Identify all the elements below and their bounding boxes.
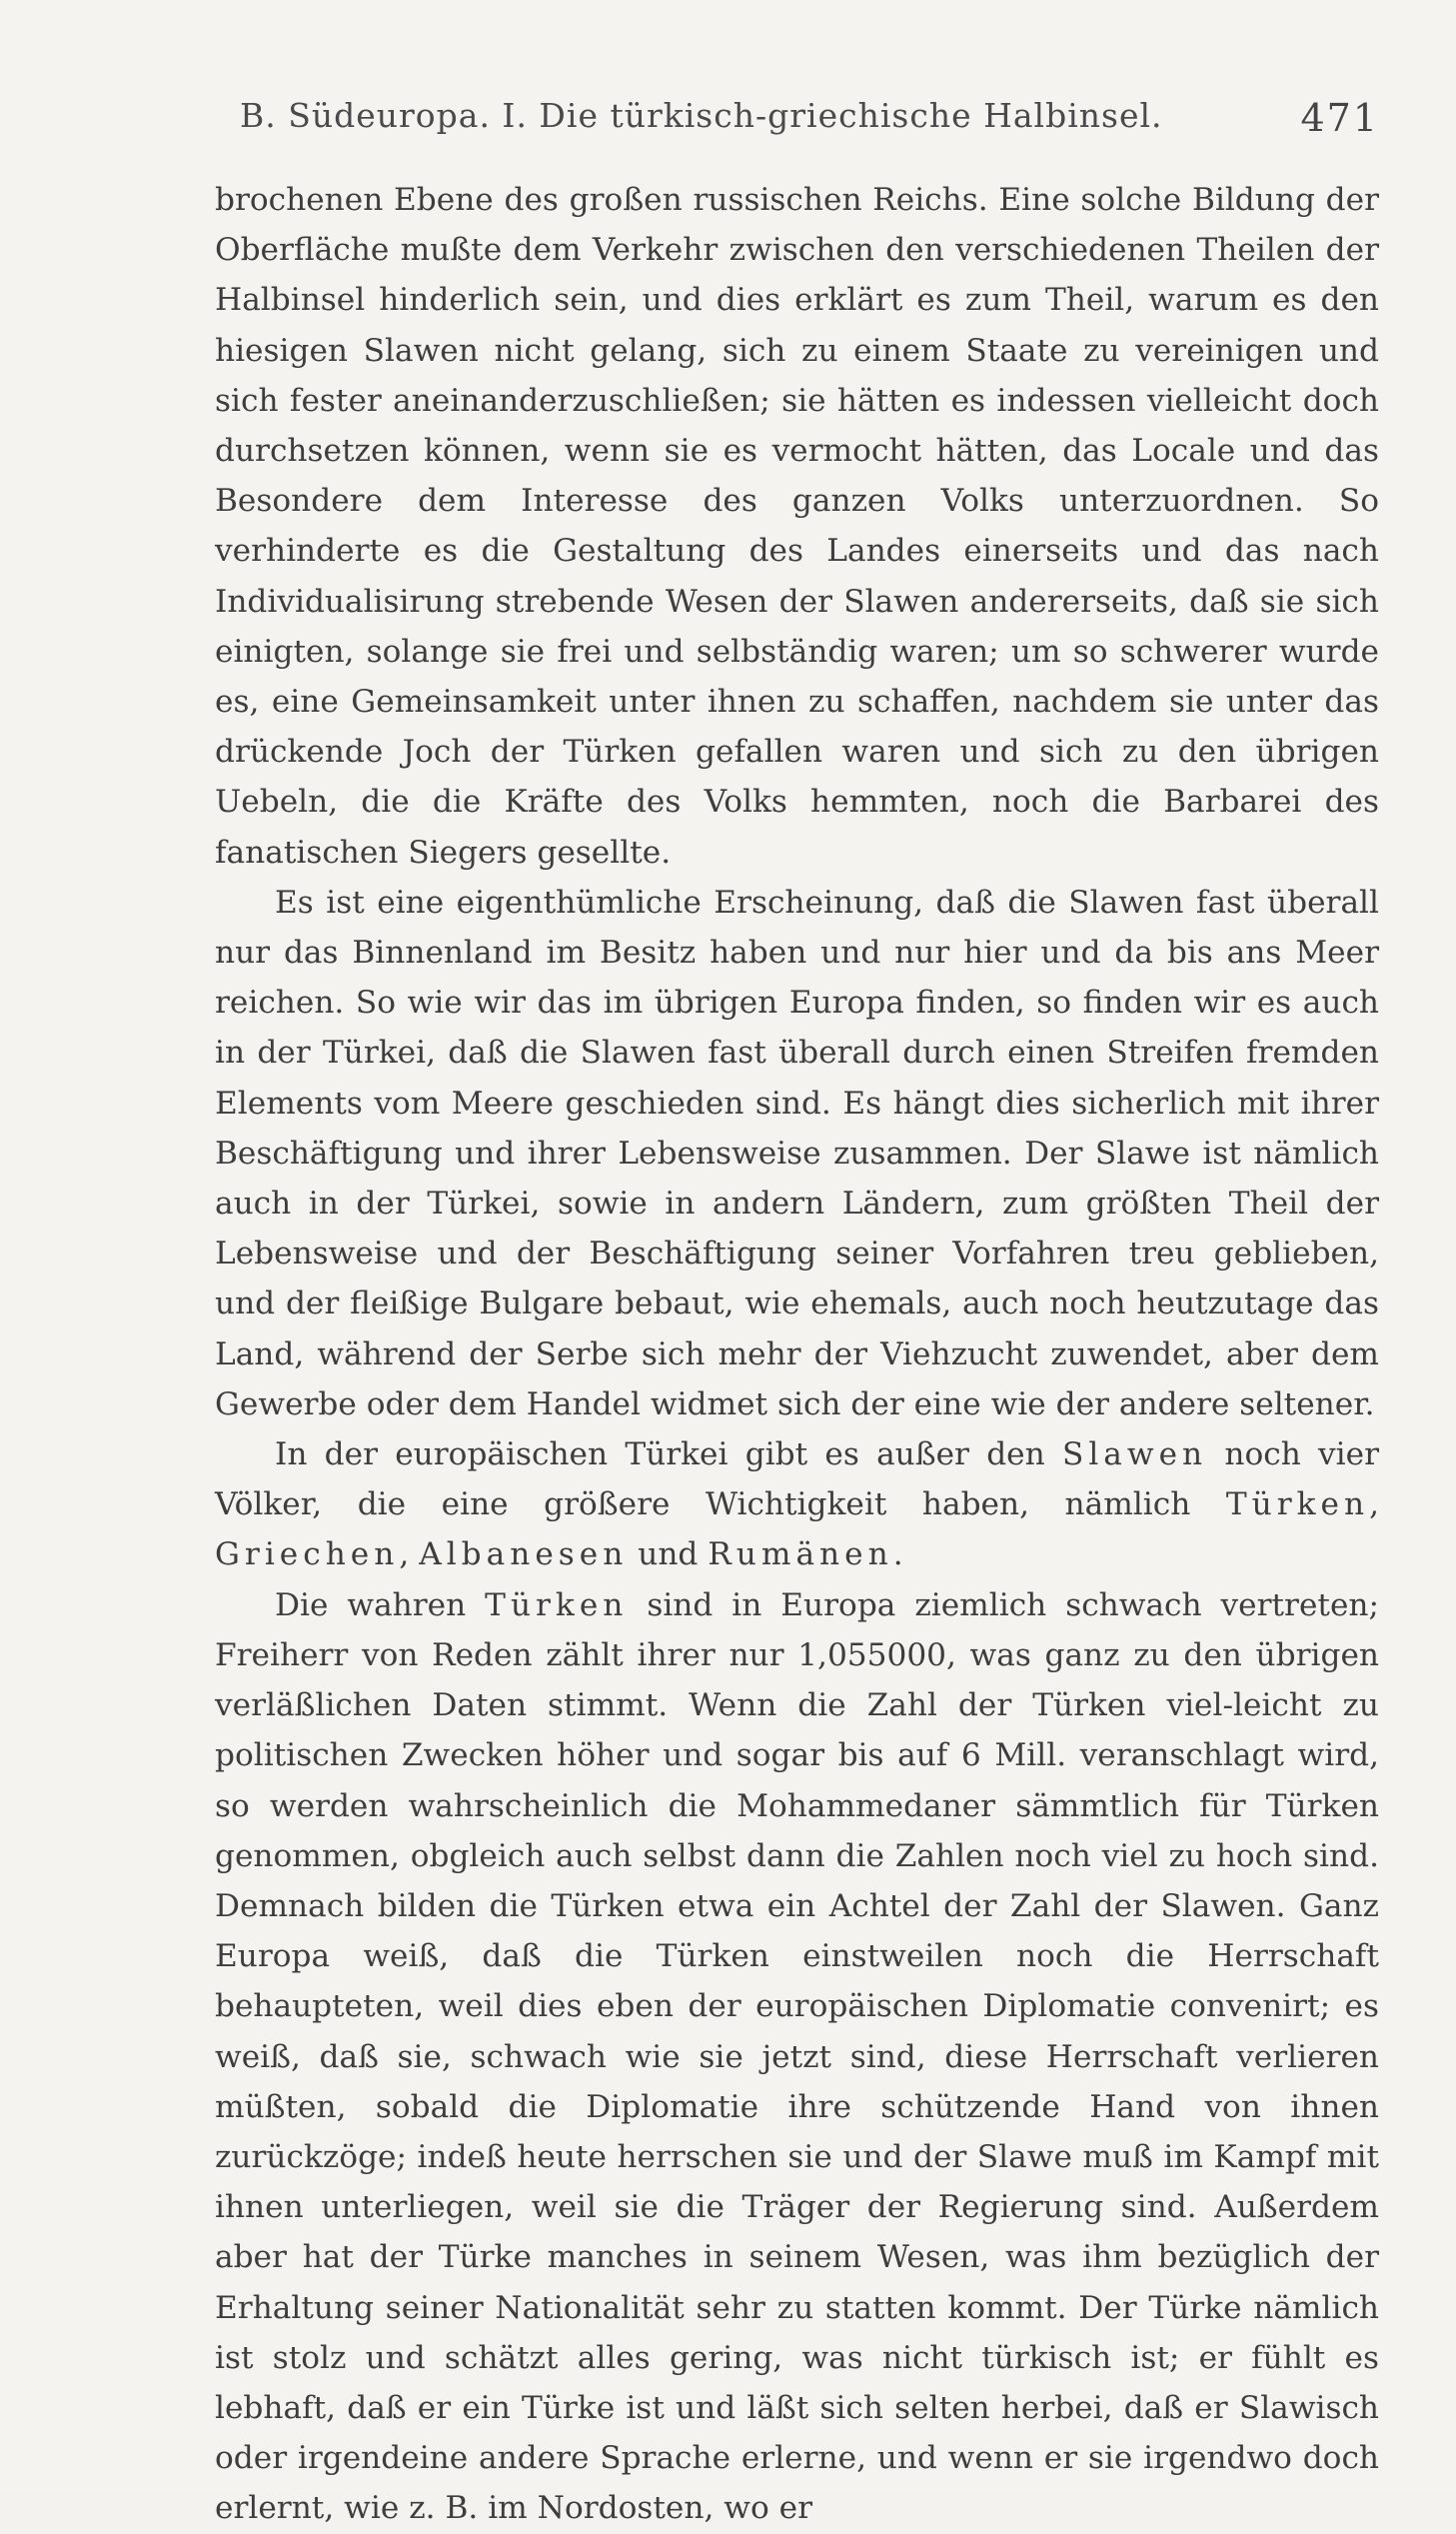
paragraph-4-text: sind in Europa ziemlich schwach vertreten; Freiherr von Reden zählt ihrer nur 1,055000, was ganz zu den übrigen verläßlichen Daten stimmt. Wenn die Zahl der Türken viel-leicht zu politischen Zwecken höher und sogar bis auf 6 Mill. veranschlagt wird, so werden wahrscheinlich die Mohammedaner sämmtlich für Türken genommen, obgleich auch selbst dann die Zahlen noch viel zu hoch sind. Demnach bilden die Türken etwa ein Achtel der Zahl der Slawen. Ganz Europa weiß, daß die Türken einstweilen noch die Herrschaft behaupteten, weil dies eben der europäischen Diplomatie convenirt; es weiß, daß sie, schwach wie sie jetzt sind, diese Herrschaft verlieren müßten, sobald die Diplomatie ihre schützende Hand von ihnen zurückzöge; indeß heute herrschen sie und der Slawe muß im Kampf mit ihnen unterliegen, weil sie die Träger der Regierung sind. Außerdem aber hat der Türke manches in seinem Wesen, was ihm bezüglich der Erhaltung seiner Nationalität sehr zu statten kommt. Der Türke nämlich ist stolz und schätzt alles gering, was nicht türkisch ist; er fühlt es lebhaft, daß er ein Türke ist und läßt sich selten herbei, daß er Slawisch oder irgendeine andere Sprache erlerne, und wenn er sie irgendwo doch erlernt, wie z. B. im Nordosten, wo er — [215, 1586, 1379, 2527]
emphasis-tuerken: Türken — [1225, 1486, 1370, 1523]
emphasis-slawen: Slawen — [1061, 1436, 1208, 1473]
paragraph-2: Es ist eine eigenthümliche Erscheinung, daß die Slawen fast überall nur das Binnenland im Besitz haben und nur hier und da bis ans Meer reichen. So wie wir das im übrigen Europa finden, so finden wir es auch in der Türkei, daß die Slawen fast überall durch einen Streifen fremden Elements vom Meere geschieden sind. Es hängt dies sicherlich mit ihrer Beschäftigung und ihrer Lebensweise zusammen. Der Slawe ist nämlich auch in der Türkei, sowie in andern Ländern, zum größten Theil der Lebensweise und der Beschäftigung seiner Vorfahren treu geblieben, und der fleißige Bulgare bebaut, wie ehemals, auch noch heutzutage das Land, während der Serbe sich mehr der Viehzucht zuwendet, aber dem Gewerbe oder dem Handel widmet sich der eine wie der andere seltener. — [215, 884, 1379, 1422]
emphasis-rumaenen: Rumänen — [708, 1536, 893, 1573]
paragraph-3 — [215, 1429, 1379, 1580]
paragraph-4 — [215, 1580, 1379, 2534]
punctuation: , — [1369, 1486, 1379, 1523]
page-header — [240, 96, 1379, 160]
paragraph-1: brochenen Ebene des großen russischen Reichs. Eine solche Bildung der Oberfläche mußte dem Verkehr zwischen den verschiedenen Theilen der Halbinsel hinderlich sein, und dies erklärt es zum Theil, warum es den hiesigen Slawen nicht gelang, sich zu einem Staate zu vereinigen und sich fester aneinanderzuschließen; sie hätten es indessen vielleicht doch durchsetzen können, wenn sie es vermocht hätten, das Locale und das Besondere dem Interesse des ganzen Volks unterzuordnen. So verhinderte es die Gestaltung des Landes einerseits und das nach Individualisirung strebende Wesen der Slawen andererseits, daß sie sich einigten, solange sie frei und selbständig waren; um so schwerer wurde es, eine Gemeinsamkeit unter ihnen zu schaffen, nachdem sie unter das drückende Joch der Türken gefallen waren und sich zu den übrigen Uebeln, die die Kräfte des Volks hemmten, noch die Barbarei des fanatischen Siegers gesellte. — [215, 182, 1379, 871]
punctuation: , — [399, 1536, 420, 1573]
paragraph-3-text: noch vier Völker, die eine größere Wichtigkeit haben, nämlich — [215, 1436, 1380, 1523]
paragraph-3-text: In der europäischen Türkei gibt es außer den — [275, 1436, 1062, 1473]
emphasis-albanesen: Albanesen — [419, 1536, 629, 1573]
page-number: 471 — [1300, 96, 1379, 140]
punctuation: . — [892, 1536, 903, 1573]
body-text — [215, 175, 1379, 2534]
emphasis-griechen: Griechen — [215, 1536, 400, 1573]
paragraph-3-text: und — [628, 1536, 709, 1573]
paragraph-4-text: Die wahren — [275, 1586, 486, 1623]
emphasis-tuerken: Türken — [485, 1586, 629, 1623]
running-head: B. Südeuropa. I. Die türkisch-griechische Halbinsel. — [240, 96, 1163, 135]
